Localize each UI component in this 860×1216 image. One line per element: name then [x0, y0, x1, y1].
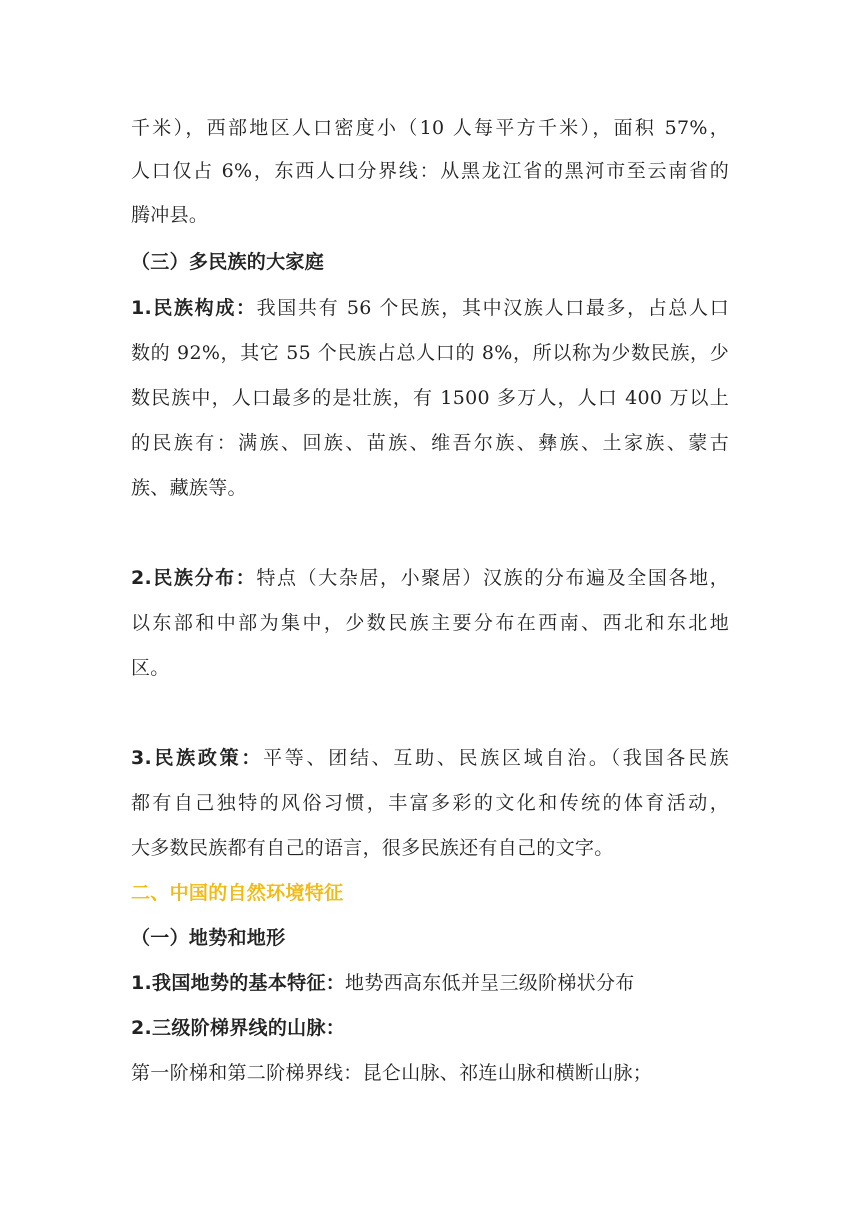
item-text: 地势西高东低并呈三级阶梯状分布: [345, 972, 635, 994]
paragraph-line: 都有自己独特的风俗习惯，丰富多彩的文化和传统的体育活动，: [131, 792, 729, 814]
section-heading: （一）地势和地形: [131, 927, 286, 949]
item-label: 2.民族分布：: [131, 567, 257, 589]
paragraph-line: 族、藏族等。: [131, 477, 247, 499]
paragraph-line: [131, 296, 729, 320]
item-text: 平等、团结、互助、民族区域自治。（我国各民族: [263, 747, 729, 769]
paragraph-line: [131, 566, 729, 590]
item-text: 特点（大杂居，小聚居）汉族的分布遍及全国各地，: [256, 567, 729, 589]
chapter-heading: 二、中国的自然环境特征: [131, 882, 344, 904]
paragraph-line: [131, 971, 635, 995]
paragraph-line: [131, 746, 729, 770]
paragraph-line: 第一阶梯和第二阶梯界线：昆仑山脉、祁连山脉和横断山脉；: [131, 1062, 653, 1084]
paragraph-line: 人口仅占 6%，东西人口分界线：从黑龙江省的黑河市至云南省的: [131, 160, 729, 182]
paragraph-line: 区。: [131, 657, 170, 679]
paragraph-line: 数的 92%，其它 55 个民族占总人口的 8%，所以称为少数民族，少: [131, 342, 729, 364]
item-label: 1.我国地势的基本特征：: [131, 972, 346, 994]
item-label: 3.民族政策：: [131, 747, 264, 769]
paragraph-line: 的民族有：满族、回族、苗族、维吾尔族、彝族、土家族、蒙古: [131, 432, 729, 454]
paragraph-line: 以东部和中部为集中，少数民族主要分布在西南、西北和东北地: [131, 612, 729, 634]
paragraph-line: 大多数民族都有自己的语言，很多民族还有自己的文字。: [131, 837, 614, 859]
paragraph-line: 数民族中，人口最多的是壮族，有 1500 多万人，人口 400 万以上: [131, 387, 729, 409]
section-heading: （三）多民族的大家庭: [131, 251, 325, 273]
paragraph-line: 腾冲县。: [131, 204, 209, 226]
paragraph-line: 千米），西部地区人口密度小（10 人每平方千米），面积 57%，: [131, 117, 729, 139]
item-label: 1.民族构成：: [131, 297, 257, 319]
item-label: 2.三级阶梯界线的山脉：: [131, 1017, 346, 1039]
item-text: 我国共有 56 个民族，其中汉族人口最多，占总人口: [256, 297, 729, 319]
